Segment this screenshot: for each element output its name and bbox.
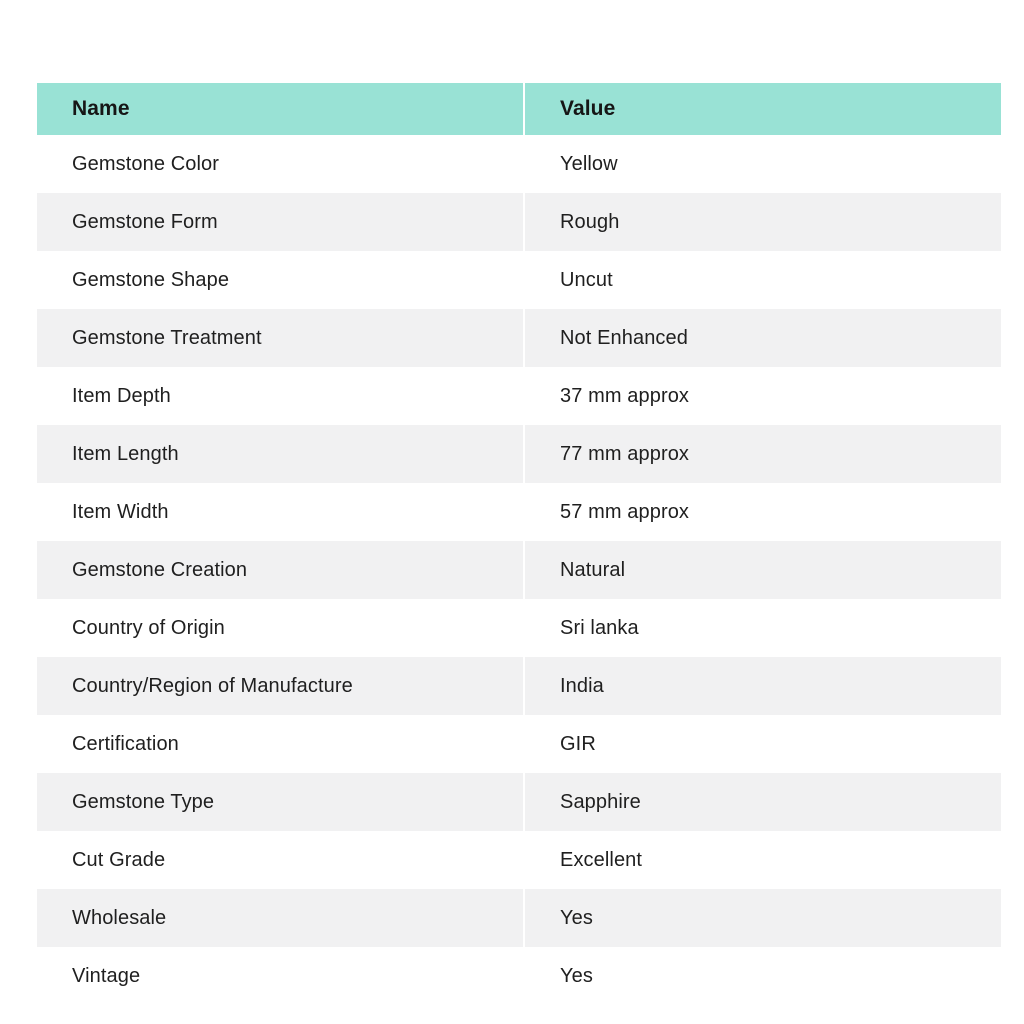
table-row bbox=[37, 541, 1001, 599]
table-row bbox=[37, 599, 1001, 657]
item-specifics-table bbox=[37, 83, 1001, 1005]
spec-value: Yes bbox=[523, 889, 1001, 947]
spec-value: Excellent bbox=[523, 831, 1001, 889]
table-row bbox=[37, 947, 1001, 1005]
table-row bbox=[37, 773, 1001, 831]
header-value: Value bbox=[523, 83, 1001, 135]
spec-name: Wholesale bbox=[72, 906, 167, 929]
spec-value: Natural bbox=[523, 541, 1001, 599]
spec-value: Sri lanka bbox=[523, 599, 1001, 657]
spec-value: 57 mm approx bbox=[523, 483, 1001, 541]
table-row bbox=[37, 657, 1001, 715]
spec-name: Gemstone Shape bbox=[72, 268, 230, 291]
table-row bbox=[37, 831, 1001, 889]
spec-name: Cut Grade bbox=[72, 848, 166, 871]
spec-name: Gemstone Form bbox=[72, 210, 218, 233]
table-row bbox=[37, 367, 1001, 425]
spec-name: Country of Origin bbox=[72, 616, 225, 639]
spec-name: Gemstone Color bbox=[72, 152, 220, 175]
header-name: Name bbox=[72, 97, 130, 120]
spec-value: Yellow bbox=[523, 135, 1001, 193]
table-row bbox=[37, 309, 1001, 367]
spec-value: India bbox=[523, 657, 1001, 715]
spec-value: GIR bbox=[523, 715, 1001, 773]
spec-name: Country/Region of Manufacture bbox=[72, 674, 353, 697]
spec-name: Item Depth bbox=[72, 384, 171, 407]
spec-name: Item Length bbox=[72, 442, 179, 465]
spec-value: 77 mm approx bbox=[523, 425, 1001, 483]
spec-value: Uncut bbox=[523, 251, 1001, 309]
spec-value: Rough bbox=[523, 193, 1001, 251]
spec-value: Sapphire bbox=[523, 773, 1001, 831]
spec-value: 37 mm approx bbox=[523, 367, 1001, 425]
table-row bbox=[37, 889, 1001, 947]
table-row bbox=[37, 483, 1001, 541]
table-row bbox=[37, 425, 1001, 483]
spec-name: Gemstone Creation bbox=[72, 558, 248, 581]
spec-name: Vintage bbox=[72, 964, 141, 987]
spec-name: Item Width bbox=[72, 500, 169, 523]
spec-value: Yes bbox=[523, 947, 1001, 1005]
table-row bbox=[37, 251, 1001, 309]
table-row bbox=[37, 193, 1001, 251]
spec-name: Gemstone Treatment bbox=[72, 326, 262, 349]
table-header-row bbox=[37, 83, 1001, 135]
table-row bbox=[37, 135, 1001, 193]
table-row bbox=[37, 715, 1001, 773]
spec-name: Certification bbox=[72, 732, 179, 755]
spec-value: Not Enhanced bbox=[523, 309, 1001, 367]
spec-name: Gemstone Type bbox=[72, 790, 215, 813]
